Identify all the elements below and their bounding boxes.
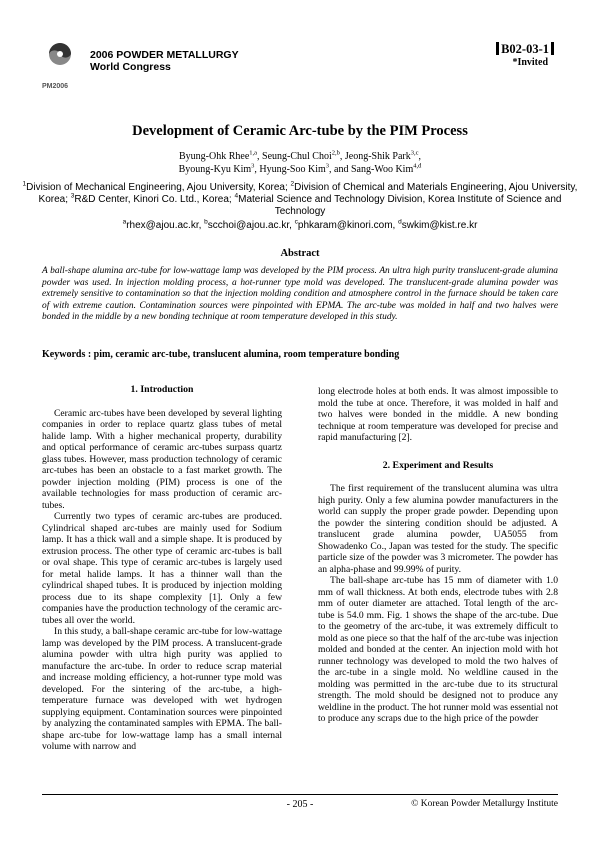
section-heading-introduction: 1. Introduction [130,384,194,395]
congress-logo [42,40,76,90]
page-number: - 205 - [286,799,314,810]
keywords: Keywords : pim, ceramic arc-tube, translucent alumina, room temperature bonding [42,349,400,360]
footer-rule [42,794,558,795]
email-address: phkaram@kinori.com, [297,220,399,231]
left-column [42,384,282,753]
paragraph: Currently two types of ceramic arc-tubes are produced. Cylindrical shaped arc-tubes are mainly used for Sodium lamp. It has a thick wall and a simple shape. It is produced by extrusion process. The other type of ceramic arc-tubes is ball or oval shape. This type of ceramic arc-tubes is largely used for metal halide lamps. It has a thinner wall than the cylindrical shaped tubes. It is produced by injection molding process due to its shape complexity [1]. Only a few companies have the production technology of the ceramic arc-tubes all over the world. [42,511,282,626]
affiliation-superscript: 4 [234,192,239,200]
author-name: Byung-Ohk Rhee [178,151,250,162]
code-bar-right [551,42,554,55]
affiliation-text: Division of Mechanical Engineering, Ajou University, Korea; [26,182,291,193]
affiliation-text: R&D Center, Kinori Co. Ltd., Korea; [74,194,235,205]
author-separator: , [418,151,421,162]
email-superscript: b [204,218,208,226]
author-superscript: 3 [251,162,255,170]
affiliation-superscript: 1 [22,180,27,188]
logo-text: PM2006 [42,83,69,90]
paragraph: Ceramic arc-tubes have been developed by several lighting companies in order to replace quartz glass tubes of metal halide lamp. With a higher mechanical property, durability and optical performance of ceramic arc-tubes surpass quartz glass tubes. However, mass production technology of ceramic arc-tubes has been an obstacle to a fast market growth. The powder injection molding (PIM) process is one of the available technologies for mass production of ceramic arc-tubes. [42,407,282,511]
author-superscript: 3 [325,162,330,170]
author-superscript: 3,c [410,149,419,157]
affiliation-superscript: 3 [70,192,75,200]
author-separator: , [339,151,345,162]
email-superscript: d [398,218,402,226]
conference-line-2: World Congress [90,61,171,73]
author-separator: , [257,151,263,162]
email-superscript: c [294,218,298,226]
author-superscript: 1,a [249,149,258,157]
email-superscript: a [122,218,127,226]
section-heading-experiment: 2. Experiment and Results [382,459,494,471]
conference-line-1: 2006 POWDER METALLURGY [90,49,239,61]
code-bar-left [496,42,499,55]
invited-label: *Invited [512,57,548,68]
author-superscript: 4,d [413,162,422,170]
author-separator: , and [329,164,351,175]
author-name: Hyung-Soo Kim [259,164,326,175]
abstract-heading: Abstract [280,248,320,259]
author-separator: , [254,164,260,175]
author-name: Byoung-Kyu Kim [178,164,252,175]
affiliation-text: Division of Chemical and Materials Engineering, Ajou University, Korea; [38,182,578,205]
author-list [0,150,600,176]
paragraph: The ball-shape arc-tube has 15 mm of diameter with 1.0 mm of wall thickness. At both ends, electrode tubes with 2.8 mm of outer diameter are attached. Total length of the arc-tube is 54.0 mm. Fig. 1 shows the shape of the arc-tube. Due to the geometry of the arc-tube, it was extremely difficult to mold as one piece so that the half of the arc-tube was injection molded and bonded at the center. An injection mold with hot runner technology was developed to mold the two halves of the arc-tube in a single mold. No weldline caused in the molding was permitted in the arc-tube due to its structural strength. The mold should be designed not to produce any weldline in the product. The hot runner mold was essential not to produce any scraps due to the high price of the powder [318,575,558,724]
author-name: Sang-Woo Kim [350,164,414,175]
right-column [318,386,558,725]
author-name: Seung-Chul Choi [262,151,332,162]
email-address: rhex@ajou.ac.kr, [126,220,205,231]
author-superscript: 2,b [331,149,340,157]
conference-name [90,49,239,73]
paragraph-continuation: long electrode holes at both ends. It was almost impossible to mold the tube at once. Therefore, it was molded in half and two halves were bonded in the middle. A new bonding technique at room temperature was developed for precise and rapid manufacturing [2]. [318,386,558,443]
affiliation-superscript: 2 [290,180,295,188]
affiliation-text: Material Science and Technology Division, Korea Institute of Science and Technology [238,194,562,217]
author-name: Jeong-Shik Park [344,151,411,162]
email-list [0,220,600,231]
affiliations [20,182,580,218]
paper-code [494,42,556,57]
paragraph: In this study, a ball-shape ceramic arc-tube for low-wattage lamp was developed by the PIM process. A translucent-grade alumina powder with ultra high purity was applied to manufacture the arc-tube. In order to reduce scrap material and increase molding efficiency, a hot-runner type mold was developed. For the sintering of the arc-tube, a high-temperature furnace was developed with wet hydrogen supplying equipment. Contamination sources were pinpointed by analyzing the contaminated samples with EPMA. The ball-shape arc-tube for low-wattage lamp has a small internal volume with narrow and [42,626,282,752]
email-address: swkim@kist.re.kr [401,220,478,231]
paragraph: The first requirement of the translucent alumina was ultra high purity. Only a few alumina powder manufacturers in the world can supply the proper grade powder. Depending upon the powder the sintering condition should be adjusted. A translucent grade alumina powder, UA5055 from Showadenko Co., Japan was tested for the study. The specific particle size of the powder was 3 micrometer. The powder has an alpha-phase and 99.99% of purity. [318,483,558,575]
copyright-notice: © Korean Powder Metallurgy Institute [411,799,558,809]
logo-swirl-icon [44,40,76,80]
paper-code-text: B02-03-1 [501,42,549,56]
email-address: scchoi@ajou.ac.kr, [207,220,295,231]
abstract-text: A ball-shape alumina arc-tube for low-wattage lamp was developed by the PIM process. An ultra high purity translucent-grade alumina powder was used. In injection molding process, a hot-runner type mold was developed. The translucent-grade alumina powder was extremely sensitive to contamination so that the injection molding condition and atmosphere control in the furnace should be taken care of with extreme caution. Contamination sources were pinpointed with EPMA. The arc-tube was molded in half and two halves were bonded in the middle by a new bonding technique at room temperature developed in this study. [42,266,558,323]
paper-title: Development of Ceramic Arc-tube by the PIM Process [132,123,468,139]
